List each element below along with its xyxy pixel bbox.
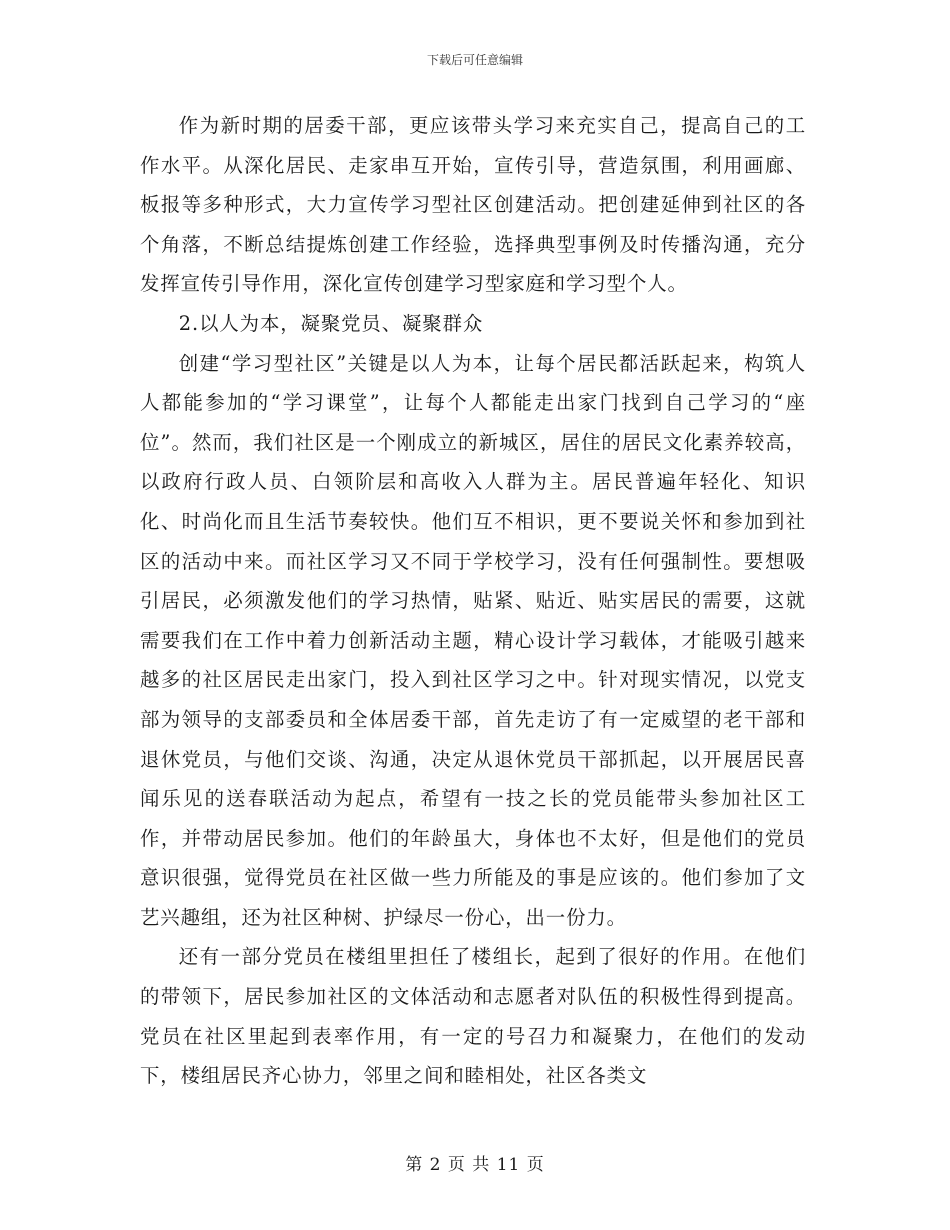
paragraph-2: 创建“学习型社区”关键是以人为本，让每个居民都活跃起来，构筑人人都能参加的“学习课堂”，让每个人都能走出家门找到自己学习的“座位”。然而，我们社区是一个刚成立的新城区，居住的居民文化素养较高，以政府行政人员、白领阶层和高收入人群为主。居民普遍年轻化、知识化、时尚化而且生活节奏较快。他们互不相识，更不要说关怀和参加到社区的活动中来。而社区学习又不同于学校学习，没有任何强制性。要想吸引居民，必须激发他们的学习热情，贴紧、贴近、贴实居民的需要，这就需要我们在工作中着力创新活动主题，精心设计学习载体，才能吸引越来越多的社区居民走出家门，投入到社区学习之中。针对现实情况，以党支部为领导的支部委员和全体居委干部，首先走访了有一定威望的老干部和退休党员，与他们交谈、沟通，决定从退休党员干部抓起，以开展居民喜闻乐见的送春联活动为起点，希望有一技之长的党员能带头参加社区工作，并带动居民参加。他们的年龄虽大，身体也不太好，但是他们的党员意识很强，觉得党员在社区做一些力所能及的事是应该的。他们参加了文艺兴趣组，还为社区种树、护绿尽一份心，出一份力。 (140, 351, 806, 929)
page-number-footer: 第 2 页 共 11 页 (405, 1155, 545, 1175)
paragraph-3: 还有一部分党员在楼组里担任了楼组长，起到了很好的作用。在他们的带领下，居民参加社区的文体活动和志愿者对队伍的积极性得到提高。党员在社区里起到表率作用，有一定的号召力和凝聚力，在他们的发动下，楼组居民齐心协力，邻里之间和睦相处，社区各类文 (140, 945, 806, 1088)
document-body (140, 106, 806, 1096)
paragraph-1: 作为新时期的居委干部，更应该带头学习来充实自己，提高自己的工作水平。从深化居民、走家串互开始，宣传引导，营造氛围，利用画廊、板报等多种形式，大力宣传学习型社区创建活动。把创建延伸到社区的各个角落，不断总结提炼创建工作经验，选择典型事例及时传播沟通，充分发挥宣传引导作用，深化宣传创建学习型家庭和学习型个人。 (140, 114, 806, 296)
page-header: 下载后可任意编辑 (426, 53, 523, 67)
section-heading: 2.以人为本，凝聚党员、凝聚群众 (178, 311, 484, 335)
